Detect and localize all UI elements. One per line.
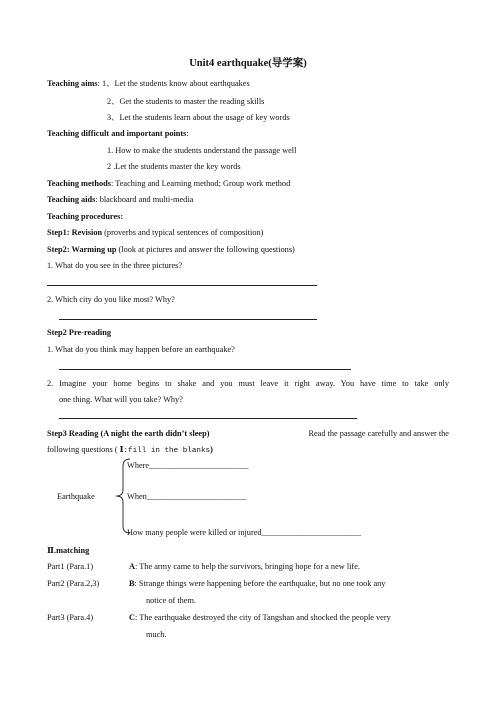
teaching-aids-line	[47, 194, 193, 205]
procedures-colon: :	[120, 212, 124, 221]
step1-text: (proverbs and typical sentences of composition)	[102, 228, 264, 237]
option-text-a: : The army came to help the survivors, bringing hope for a new life.	[135, 562, 360, 571]
match-option-b-cont: notice of them.	[146, 596, 196, 605]
warmup-question-1: 1. What do you see in the three pictures?	[47, 261, 183, 270]
closing-paren: )	[210, 445, 213, 454]
step3-line	[47, 428, 449, 439]
teaching-procedures-line	[47, 211, 123, 222]
answer-line[interactable]	[59, 319, 317, 320]
option-text-c: : The earthquake destroyed the city of Tangshan and shocked the people very	[135, 613, 391, 622]
step2-label: Step2: Warming up	[47, 245, 117, 254]
fill-in-blanks-instruction: :fill in the blanks	[123, 447, 211, 455]
teaching-aim-3: 3、Let the students learn about the usage of key words	[107, 113, 290, 122]
step1-label: Step1: Revision	[47, 228, 103, 237]
prereading-question-1: 1. What do you think may happen before an earthquake?	[47, 345, 235, 354]
step2-line	[47, 244, 295, 255]
teaching-aids-text: : blackboard and multi-media	[95, 195, 194, 204]
teaching-aims-label: Teaching aims	[47, 79, 98, 88]
option-letter-a: A	[129, 562, 135, 571]
match-option-c-cont: much.	[146, 630, 167, 639]
teaching-aids-label: Teaching aids	[47, 195, 96, 204]
answer-line[interactable]	[59, 418, 357, 419]
option-letter-b: B	[129, 579, 135, 588]
teaching-procedures-label: Teaching procedures	[47, 212, 121, 221]
difficult-points-line	[47, 128, 189, 139]
step1-line	[47, 227, 263, 238]
roman-numeral-one: Ⅰ	[119, 445, 124, 454]
match-part-3: Part3 (Para.4)	[47, 613, 94, 622]
earthquake-label: Earthquake	[57, 492, 95, 501]
step2-text: (look at pictures and answer the following questions)	[116, 245, 295, 254]
killed-injured-blank: How many people were killed or injured________________________	[127, 528, 362, 537]
match-option-b	[129, 578, 385, 589]
match-part-1: Part1 (Para.1)	[47, 562, 94, 571]
teaching-aims-line	[47, 78, 250, 89]
matching-label: Ⅱ.matching	[47, 546, 90, 555]
teaching-aim-2: 2、Get the students to master the reading skills	[107, 97, 265, 106]
step3-label: Step3 Reading (A night the earth didn’t sleep)	[47, 429, 210, 438]
difficult-points-label: Teaching difficult and important points	[47, 129, 187, 138]
match-option-c	[129, 612, 391, 623]
when-blank: When________________________	[127, 492, 247, 501]
prereading-question-2: 2. Imagine your home begins to shake and you must leave it right away. You have time to take only	[47, 379, 449, 388]
match-option-a	[129, 561, 360, 572]
difficult-point-1: 1. How to make the students understand the passage well	[107, 146, 297, 155]
where-blank: Where________________________	[127, 461, 249, 470]
answer-line[interactable]	[47, 285, 317, 286]
teaching-aim-1: : 1、Let the students know about earthquakes	[97, 79, 250, 88]
prereading-question-2-cont: one thing. What will you take? Why?	[59, 395, 183, 404]
match-part-2: Part2 (Para.2,3)	[47, 579, 100, 588]
page-title: Unit4 earthquake(导学案)	[189, 58, 307, 69]
option-letter-c: C	[129, 613, 135, 622]
teaching-methods-line	[47, 178, 290, 189]
step3-prefix: following questions (	[47, 445, 120, 454]
teaching-methods-label: Teaching methods	[47, 179, 112, 188]
option-text-b: : Strange things were happening before the earthquake, but no one took any	[134, 579, 386, 588]
difficult-point-2: 2 .Let the students master the key words	[107, 162, 241, 171]
prereading-label: Step2 Pre-reading	[47, 328, 111, 337]
step3-text: Read the passage carefully and answer the	[308, 429, 449, 438]
warmup-question-2: 2. Which city do you like most? Why?	[47, 295, 175, 304]
teaching-methods-text: : Teaching and Learning method; Group work method	[111, 179, 291, 188]
difficult-colon: :	[186, 129, 189, 138]
answer-line[interactable]	[59, 369, 351, 370]
